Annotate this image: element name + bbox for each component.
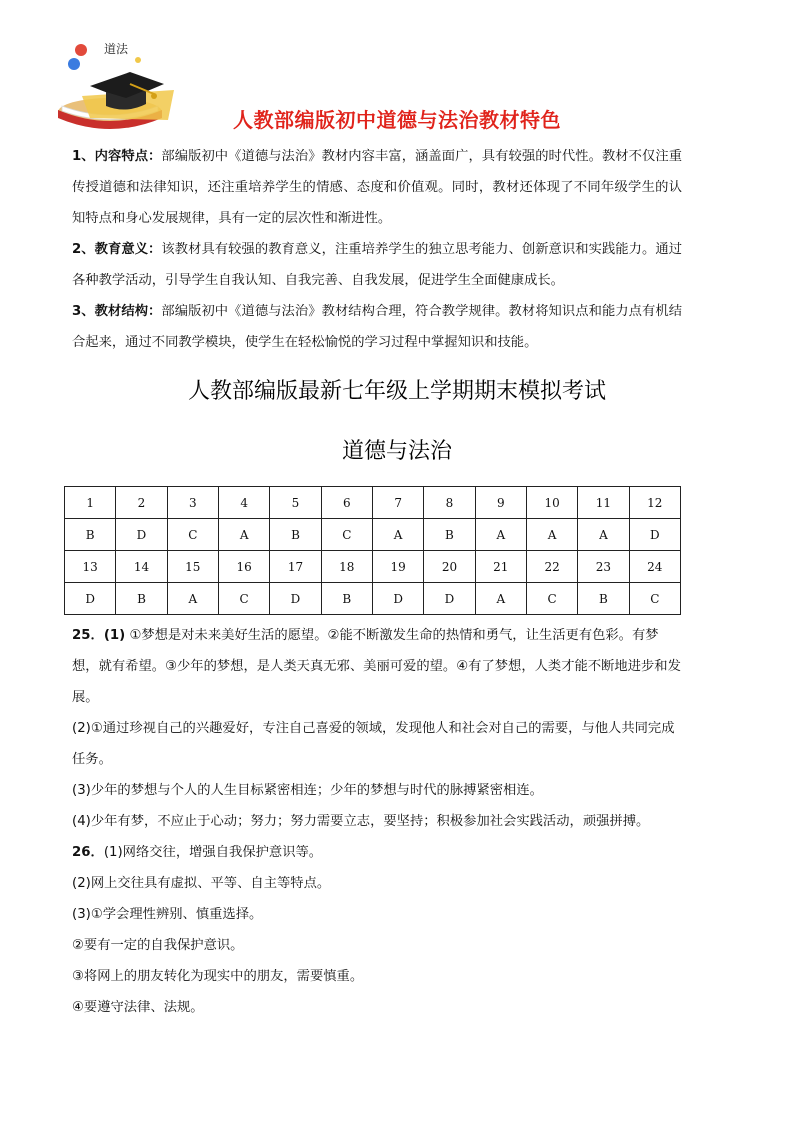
answer-paragraph: (2)网上交往具有虚拟、平等、自主等特点。 xyxy=(72,876,331,891)
table-cell: 17 xyxy=(270,551,321,583)
table-cell: B xyxy=(116,583,167,615)
answer-paragraph: (2)①通过珍视自己的兴趣爱好，专注自己喜爱的领域，发现他人和社会对自己的需要，与他人共同完成任务。 xyxy=(72,721,675,767)
table-cell: C xyxy=(167,519,218,551)
table-cell: 24 xyxy=(629,551,680,583)
table-cell: 11 xyxy=(578,487,629,519)
table-cell: 15 xyxy=(167,551,218,583)
table-cell: 1 xyxy=(65,487,116,519)
table-cell: 10 xyxy=(526,487,577,519)
answer-paragraph: ③将网上的朋友转化为现实中的朋友，需要慎重。 xyxy=(72,969,364,984)
answer-paragraph xyxy=(72,837,682,868)
table-cell: 18 xyxy=(321,551,372,583)
table-cell: D xyxy=(372,583,423,615)
feature-text: 该教材具有较强的教育意义，注重培养学生的独立思考能力、创新意识和实践能力。通过各种教学活动，引导学生自我认知、自我完善、自我发展，促进学生全面健康成长。 xyxy=(72,242,682,288)
answer-paragraph: (3)少年的梦想与个人的人生目标紧密相连；少年的梦想与时代的脉搏紧密相连。 xyxy=(72,783,543,798)
table-cell: 19 xyxy=(372,551,423,583)
answer-paragraph: ②要有一定的自我保护意识。 xyxy=(72,938,244,953)
table-cell: A xyxy=(578,519,629,551)
feature-paragraph xyxy=(72,296,682,358)
table-cell: D xyxy=(65,583,116,615)
table-row xyxy=(65,487,681,519)
part-label: (1) xyxy=(103,628,126,643)
answer-paragraph: (4)少年有梦，不应止于心动；努力；努力需要立志，要坚持；积极参加社会实践活动，顽强拼搏。 xyxy=(72,814,650,829)
answer-table xyxy=(64,486,681,615)
feature-paragraph xyxy=(72,234,682,296)
subject-title: 道德与法治 xyxy=(341,439,452,464)
table-cell: A xyxy=(218,519,269,551)
table-cell: 21 xyxy=(475,551,526,583)
table-cell: B xyxy=(65,519,116,551)
table-cell: C xyxy=(629,583,680,615)
exam-title: 人教部编版最新七年级上学期期末模拟考试 xyxy=(187,379,606,404)
table-cell: 16 xyxy=(218,551,269,583)
table-cell: 13 xyxy=(65,551,116,583)
table-cell: 22 xyxy=(526,551,577,583)
answer-paragraph: ④要遵守法律、法规。 xyxy=(72,1000,204,1015)
table-cell: B xyxy=(270,519,321,551)
logo-label: 道法 xyxy=(104,42,129,56)
features-section xyxy=(72,141,682,358)
table-cell: 9 xyxy=(475,487,526,519)
feature-paragraph xyxy=(72,141,682,234)
table-cell: 23 xyxy=(578,551,629,583)
table-cell: 12 xyxy=(629,487,680,519)
table-cell: A xyxy=(167,583,218,615)
answer-text: (1)网络交往，增强自我保护意识等。 xyxy=(103,845,323,860)
table-row xyxy=(65,519,681,551)
table-cell: 4 xyxy=(218,487,269,519)
feature-label: 2、教育意义： xyxy=(72,242,162,257)
table-cell: 6 xyxy=(321,487,372,519)
table-cell: 7 xyxy=(372,487,423,519)
feature-label: 3、教材结构： xyxy=(72,304,162,319)
question-number: 25． xyxy=(72,628,104,643)
table-cell: A xyxy=(526,519,577,551)
table-cell: B xyxy=(321,583,372,615)
table-cell: 8 xyxy=(424,487,475,519)
table-row xyxy=(65,583,681,615)
answer-paragraph: (3)①学会理性辨别、慎重选择。 xyxy=(72,907,263,922)
table-row xyxy=(65,551,681,583)
table-cell: A xyxy=(475,583,526,615)
answer-paragraph xyxy=(72,620,682,713)
answer-text: ①梦想是对未来美好生活的愿望。②能不断激发生命的热情和勇气，让生活更有色彩。有梦想，就有希望。③少年的梦想，是人类天真无邪、美丽可爱的望。④有了梦想，人类才能不断地进步和发展。 xyxy=(72,628,681,705)
table-cell: A xyxy=(475,519,526,551)
table-cell: 5 xyxy=(270,487,321,519)
table-cell: 2 xyxy=(116,487,167,519)
feature-text: 部编版初中《道德与法治》教材内容丰富，涵盖面广，具有较强的时代性。教材不仅注重传授道德和法律知识，还注重培养学生的情感、态度和价值观。同时，教材还体现了不同年级学生的认知特点和身心发展规律，具有一定的层次性和渐进性。 xyxy=(72,149,682,226)
table-cell: D xyxy=(270,583,321,615)
table-cell: A xyxy=(372,519,423,551)
page-title: 人教部编版初中道德与法治教材特色 xyxy=(233,108,561,132)
table-cell: 20 xyxy=(424,551,475,583)
table-cell: C xyxy=(526,583,577,615)
table-cell: C xyxy=(218,583,269,615)
table-cell: B xyxy=(578,583,629,615)
table-cell: D xyxy=(629,519,680,551)
table-cell: C xyxy=(321,519,372,551)
answers-section xyxy=(72,620,682,1023)
table-cell: D xyxy=(116,519,167,551)
feature-text: 部编版初中《道德与法治》教材结构合理，符合教学规律。教材将知识点和能力点有机结合起来，通过不同教学模块，使学生在轻松愉悦的学习过程中掌握知识和技能。 xyxy=(72,304,682,350)
table-cell: D xyxy=(424,583,475,615)
table-cell: 14 xyxy=(116,551,167,583)
question-number: 26． xyxy=(72,845,104,860)
table-cell: 3 xyxy=(167,487,218,519)
feature-label: 1、内容特点： xyxy=(72,149,162,164)
table-cell: B xyxy=(424,519,475,551)
